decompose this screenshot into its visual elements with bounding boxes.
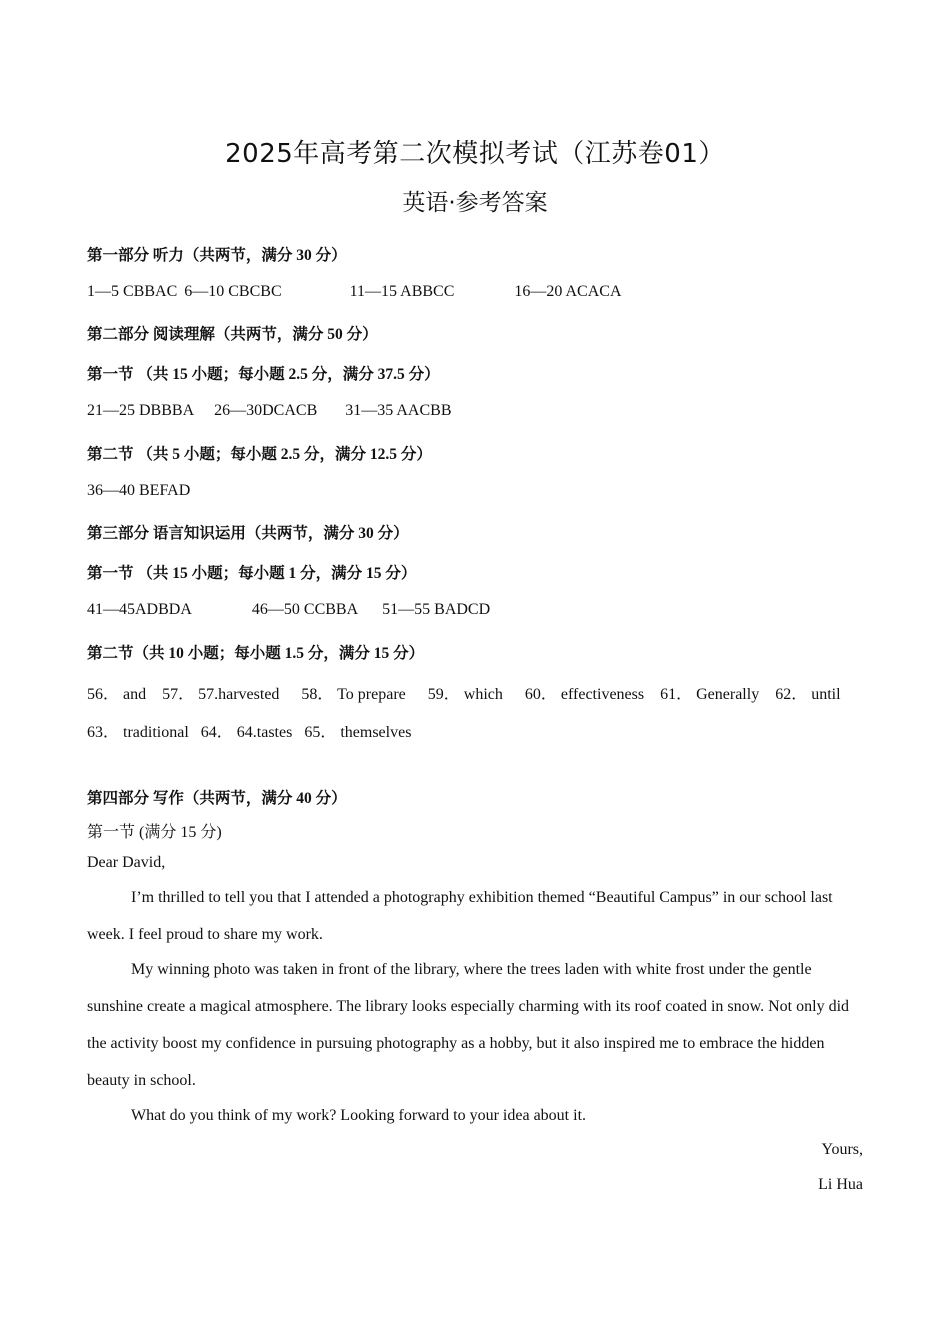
letter-signature: Li Hua xyxy=(818,1176,863,1193)
answer-group: 51—55 BADCD xyxy=(382,601,491,618)
part3-heading: 第三部分 语言知识运用（共两节，满分 30 分） xyxy=(87,525,409,542)
part4-section1-label: 第一节 (满分 15 分) xyxy=(87,824,222,841)
part2-section1-heading: 第一节 （共 15 小题；每小题 2.5 分，满分 37.5 分） xyxy=(87,366,440,383)
fill-answer: 62． until xyxy=(775,686,841,703)
fill-answer: 58． To prepare xyxy=(301,686,406,703)
answer-group: 26—30DCACB xyxy=(214,402,318,419)
part2-section1-answers xyxy=(87,402,452,420)
letter-salutation: Dear David, xyxy=(87,854,166,871)
fill-answer: 60． effectiveness xyxy=(524,686,645,703)
part3-fill-row1 xyxy=(87,681,841,704)
page-subtitle: 英语·参考答案 xyxy=(402,190,548,216)
part3-section1-heading: 第一节 （共 15 小题；每小题 1 分，满分 15 分） xyxy=(87,565,417,582)
fill-answer: 63． traditional xyxy=(87,724,189,741)
fill-answer: 64． 64.tastes xyxy=(200,724,293,741)
part2-heading: 第二部分 阅读理解（共两节，满分 50 分） xyxy=(87,326,378,343)
fill-answer: 59． which xyxy=(427,686,503,703)
answer-group: 31—35 AACBB xyxy=(345,402,452,419)
answer-group: 1—5 CBBAC xyxy=(87,283,178,300)
fill-answer: 61． Generally xyxy=(660,686,760,703)
part3-section1-answers xyxy=(87,601,490,619)
page-title: 2025年高考第二次模拟考试（江苏卷01） xyxy=(225,139,725,169)
answer-group: 46—50 CCBBA xyxy=(251,601,359,618)
letter-paragraph: What do you think of my work? Looking forward to your idea about it. xyxy=(131,1107,587,1124)
part4-heading: 第四部分 写作（共两节，满分 40 分） xyxy=(87,790,347,807)
answer-group: 16—20 ACACA xyxy=(514,283,622,300)
part3-fill-row2 xyxy=(87,719,411,742)
part2-section2-heading: 第二节 （共 5 小题；每小题 2.5 分，满分 12.5 分） xyxy=(87,446,432,463)
letter-paragraph: My winning photo was taken in front of the library, where the trees laden with white frost under the gentle sunshine create a magical atmosphere. The library looks especially charming with its roof coated in snow. Not only did the activity boost my confidence in pursuing photography as a hobby, but it also inspired me to embrace the hidden beauty in school. xyxy=(87,961,850,1089)
answer-group: 21—25 DBBBA xyxy=(87,402,195,419)
answer-group: 6—10 CBCBC xyxy=(184,283,282,300)
fill-answer: 65． themselves xyxy=(304,724,412,741)
part1-heading: 第一部分 听力（共两节，满分 30 分） xyxy=(87,247,347,264)
part3-section2-heading: 第二节（共 10 小题；每小题 1.5 分，满分 15 分） xyxy=(87,645,425,662)
part2-section2-answers xyxy=(87,482,190,500)
answer-group: 11—15 ABBCC xyxy=(349,283,455,300)
answer-group: 36—40 BEFAD xyxy=(87,482,191,499)
letter-closing: Yours, xyxy=(821,1141,863,1158)
answer-group: 41—45ADBDA xyxy=(87,601,192,618)
fill-answer: 56． and xyxy=(87,686,147,703)
fill-answer: 57． 57.harvested xyxy=(162,686,280,703)
letter-paragraph: I’m thrilled to tell you that I attended a photography exhibition themed “Beautiful Campus” in our school last week. I feel proud to share my work. xyxy=(87,889,833,943)
part1-answers xyxy=(87,283,622,301)
